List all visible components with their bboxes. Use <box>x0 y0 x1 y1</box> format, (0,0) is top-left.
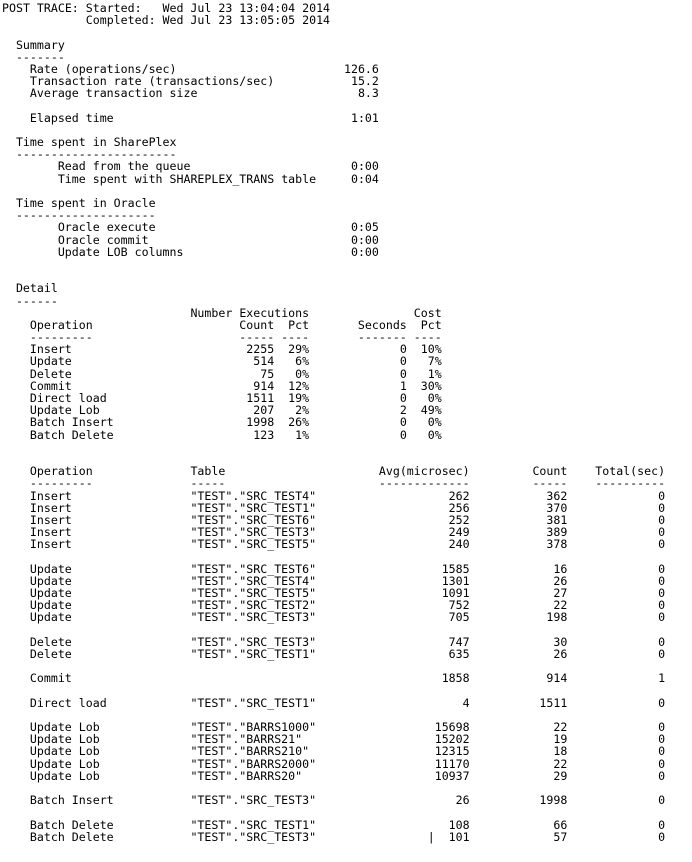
item-value: 0:00 <box>350 232 379 247</box>
cell-count: 389 <box>546 525 568 540</box>
cell-avg: 108 <box>448 817 470 832</box>
cell-cost-pct: 1% <box>427 366 442 381</box>
cell-avg: 249 <box>448 525 470 540</box>
underline: -------------------- <box>15 208 156 223</box>
cell-total: 0 <box>658 768 666 783</box>
operations-table-row <box>2 355 692 367</box>
cell-count: 18 <box>553 744 568 759</box>
cell-table-name: "TEST"."BARRS2000" <box>190 756 317 771</box>
cell-operation: Insert <box>29 512 72 527</box>
underline: ------- <box>357 330 407 345</box>
cell-operation: Insert <box>29 525 72 540</box>
detail-title-underline <box>2 295 692 307</box>
tables-table-row <box>2 636 692 648</box>
cell-avg: 11170 <box>434 756 470 771</box>
cell-count: 27 <box>553 586 568 600</box>
cell-count-pct: 6% <box>295 354 310 369</box>
tables-table-row <box>2 490 692 502</box>
tables-table-row <box>2 733 692 745</box>
tables-table-row <box>2 831 692 843</box>
section-title: Time spent in SharePlex <box>15 135 177 150</box>
cell-cost-pct: 0% <box>427 427 442 442</box>
tables-table-row <box>2 599 692 611</box>
col-header-operation: Operation <box>29 464 93 479</box>
operations-table-header-underline <box>2 331 692 343</box>
cell-seconds: 0 <box>399 427 407 442</box>
cell-total: 0 <box>658 586 666 600</box>
tables-table-row <box>2 770 692 782</box>
cell-total: 0 <box>658 793 666 808</box>
cell-count: 19 <box>553 732 568 747</box>
cell-operation: Batch Delete <box>29 829 114 844</box>
cell-table-name: "TEST"."SRC_TEST5" <box>190 586 317 600</box>
cell-count: 57 <box>553 829 568 844</box>
col-header-count: Count <box>239 317 275 332</box>
tables-table-row <box>2 672 692 684</box>
underline: ----- <box>190 476 226 491</box>
cell-avg: 26 <box>455 793 470 808</box>
cell-total: 0 <box>658 525 666 540</box>
cell-count: 198 <box>546 610 568 625</box>
cell-avg: 705 <box>448 610 470 625</box>
metric-label: Rate (operations/sec) <box>29 61 177 76</box>
elapsed-value: 1:01 <box>350 110 379 125</box>
cell-count: 362 <box>546 488 568 503</box>
tables-table-row <box>2 611 692 623</box>
completed-timestamp: Wed Jul 23 13:05:05 2014 <box>162 13 331 28</box>
blank-line <box>2 806 692 818</box>
cell-count-pct: 19% <box>288 391 310 405</box>
col-header-avg-microsec: Avg(microsec) <box>378 464 470 479</box>
cell-count: 378 <box>546 537 568 552</box>
cell-count: 914 <box>546 671 568 686</box>
cell-total: 0 <box>658 817 666 832</box>
cell-seconds: 0 <box>399 366 407 381</box>
tables-table-row <box>2 538 692 550</box>
cell-cost-pct: 0% <box>427 391 442 405</box>
blank-line <box>2 270 692 282</box>
cell-avg-with-text-cursor: | 101 <box>427 829 470 844</box>
operations-table-row <box>2 429 692 441</box>
col-header-total-sec: Total(sec) <box>595 464 666 479</box>
cell-table-name: "TEST"."SRC_TEST1" <box>190 646 317 661</box>
cell-count: 22 <box>553 598 568 613</box>
cell-table-name: "TEST"."SRC_TEST6" <box>190 512 317 527</box>
tables-table-header <box>2 465 692 477</box>
cell-total: 0 <box>658 598 666 613</box>
operations-table-row <box>2 343 692 355</box>
summary-metric-row <box>2 87 692 99</box>
tables-table-row <box>2 721 692 733</box>
cell-count: 514 <box>253 354 275 369</box>
cell-count-pct: 1% <box>295 427 310 442</box>
cell-operation: Update <box>29 598 72 613</box>
item-value: 0:00 <box>350 159 379 174</box>
cell-count: 22 <box>553 720 568 735</box>
cell-table-name: "TEST"."BARRS21" <box>190 732 303 747</box>
section-title: Time spent in Oracle <box>15 196 156 210</box>
underline: ----- <box>239 330 275 345</box>
cell-seconds: 1 <box>399 378 407 393</box>
cell-cost-pct: 30% <box>420 378 442 393</box>
metric-label: Average transaction size <box>29 86 198 101</box>
cell-avg: 15698 <box>434 720 470 735</box>
cell-count-pct: 0% <box>295 366 310 381</box>
cell-count: 207 <box>253 403 275 418</box>
cell-table-name: "TEST"."SRC_TEST1" <box>190 695 317 710</box>
cell-table-name: "TEST"."BARRS210" <box>190 744 310 759</box>
blank-line <box>2 26 692 38</box>
cell-total: 0 <box>658 756 666 771</box>
tables-table-row <box>2 563 692 575</box>
cell-operation: Direct load <box>29 695 107 710</box>
col-header-count-pct: Pct <box>288 317 310 332</box>
trace-header-completed-line <box>2 14 692 26</box>
cell-operation: Insert <box>29 500 72 515</box>
item-label: Read from the queue <box>57 159 191 174</box>
cell-operation: Update <box>29 561 72 576</box>
tables-table-row <box>2 697 692 709</box>
underline: ------ <box>15 293 58 308</box>
cell-operation: Update <box>29 586 72 600</box>
blank-line <box>2 660 692 672</box>
cell-count: 75 <box>260 366 275 381</box>
underline: ---- <box>281 330 310 345</box>
item-label: Oracle commit <box>57 232 149 247</box>
cell-count: 1511 <box>246 391 275 405</box>
cell-table-name: "TEST"."SRC_TEST5" <box>190 537 317 552</box>
cell-seconds: 0 <box>399 391 407 405</box>
cell-count-pct: 12% <box>288 378 310 393</box>
cell-operation: Batch Insert <box>29 415 114 430</box>
col-header-operation: Operation <box>29 317 93 332</box>
cell-count: 1511 <box>539 695 568 710</box>
cell-avg: 15202 <box>434 732 470 747</box>
cell-operation: Delete <box>29 634 72 649</box>
underline: ----- <box>532 476 568 491</box>
cell-operation: Update <box>29 573 72 588</box>
started-timestamp: Wed Jul 23 13:04:04 2014 <box>162 1 331 15</box>
cell-operation: Batch Delete <box>29 817 114 832</box>
cell-count: 22 <box>553 756 568 771</box>
cell-operation: Update Lob <box>29 756 100 771</box>
cell-total: 0 <box>658 732 666 747</box>
cell-seconds: 2 <box>399 403 407 418</box>
elapsed-time-row <box>2 112 692 124</box>
operations-table-row <box>2 392 692 404</box>
tables-table-row <box>2 794 692 806</box>
cell-operation: Update Lob <box>29 720 100 735</box>
item-value: 0:05 <box>350 220 379 235</box>
cell-operation: Update Lob <box>29 732 100 747</box>
cell-table-name: "TEST"."BARRS1000" <box>190 720 317 735</box>
cell-seconds: 0 <box>399 342 407 357</box>
cell-table-name: "TEST"."SRC_TEST2" <box>190 598 317 613</box>
cell-table-name: "TEST"."SRC_TEST3" <box>190 610 317 625</box>
cell-avg: 4 <box>462 695 470 710</box>
cell-avg: 12315 <box>434 744 470 759</box>
summary-section-item-row <box>2 173 692 185</box>
metric-value: 15.2 <box>350 74 379 89</box>
col-header-table: Table <box>190 464 226 479</box>
summary-section-item-row <box>2 246 692 258</box>
started-label: Started: <box>85 1 142 15</box>
underline: ----------------------- <box>15 147 177 162</box>
cell-count: 26 <box>553 646 568 661</box>
tables-table-row <box>2 758 692 770</box>
tables-table-row <box>2 514 692 526</box>
cell-seconds: 0 <box>399 415 407 430</box>
summary-section-item-row <box>2 160 692 172</box>
cell-cost-pct: 0% <box>427 415 442 430</box>
cell-total: 0 <box>658 744 666 759</box>
cell-table-name: "TEST"."SRC_TEST3" <box>190 525 317 540</box>
summary-title-line <box>2 39 692 51</box>
cell-avg: 240 <box>448 537 470 552</box>
tables-table-row <box>2 502 692 514</box>
cell-cost-pct: 10% <box>420 342 442 357</box>
cell-table-name: "TEST"."SRC_TEST3" <box>190 793 317 808</box>
cell-count-pct: 26% <box>288 415 310 430</box>
cell-count: 2255 <box>246 342 275 357</box>
cell-total: 0 <box>658 646 666 661</box>
cell-avg: 1858 <box>441 671 470 686</box>
cell-count: 381 <box>546 512 568 527</box>
cell-operation: Update <box>29 610 72 625</box>
cell-operation: Delete <box>29 646 72 661</box>
cell-table-name: "TEST"."SRC_TEST4" <box>190 488 317 503</box>
cell-total: 0 <box>658 720 666 735</box>
blank-line <box>2 258 692 270</box>
cell-operation: Commit <box>29 671 72 686</box>
underline: --------- <box>29 476 93 491</box>
item-value: 0:00 <box>350 244 379 259</box>
blank-line <box>2 624 692 636</box>
cell-table-name: "TEST"."SRC_TEST3" <box>190 829 317 844</box>
cell-total: 0 <box>658 573 666 588</box>
tables-table-row <box>2 587 692 599</box>
col-header-cost-pct: Pct <box>420 317 442 332</box>
item-label: Oracle execute <box>57 220 156 235</box>
cell-count: 26 <box>553 573 568 588</box>
tables-table-row <box>2 526 692 538</box>
tables-table-row <box>2 819 692 831</box>
group-header-cost: Cost <box>413 305 442 320</box>
cell-operation: Batch Insert <box>29 793 114 808</box>
underline: ---- <box>413 330 442 345</box>
cell-count-pct: 2% <box>295 403 310 418</box>
cell-total: 1 <box>658 671 666 686</box>
tables-table-row <box>2 648 692 660</box>
col-header-count: Count <box>532 464 568 479</box>
tables-table-row <box>2 745 692 757</box>
metric-label: Transaction rate (transactions/sec) <box>29 74 275 89</box>
cell-count: 29 <box>553 768 568 783</box>
underline: ------- <box>15 49 65 64</box>
detail-title: Detail <box>15 281 58 296</box>
cell-avg: 1585 <box>441 561 470 576</box>
cell-total: 0 <box>658 695 666 710</box>
blank-line <box>2 709 692 721</box>
blank-line <box>2 685 692 697</box>
cell-cost-pct: 49% <box>420 403 442 418</box>
cell-cost-pct: 7% <box>427 354 442 369</box>
cell-avg: 252 <box>448 512 470 527</box>
tables-table-header-underline <box>2 477 692 489</box>
item-value: 0:04 <box>350 171 379 186</box>
cell-table-name: "TEST"."SRC_TEST3" <box>190 634 317 649</box>
blank-line <box>2 100 692 112</box>
cell-avg: 747 <box>448 634 470 649</box>
cell-count: 66 <box>553 817 568 832</box>
cell-total: 0 <box>658 500 666 515</box>
completed-label: Completed: <box>85 13 156 28</box>
col-header-seconds: Seconds <box>357 317 407 332</box>
cell-count: 30 <box>553 634 568 649</box>
blank-line <box>2 441 692 453</box>
cell-avg: 262 <box>448 488 470 503</box>
summary-title: Summary <box>15 37 65 52</box>
cell-avg: 752 <box>448 598 470 613</box>
cell-operation: Update Lob <box>29 403 100 418</box>
elapsed-label: Elapsed time <box>29 110 114 125</box>
cell-table-name: "TEST"."SRC_TEST1" <box>190 817 317 832</box>
tables-table-row <box>2 575 692 587</box>
cell-table-name: "TEST"."SRC_TEST6" <box>190 561 317 576</box>
cell-count: 1998 <box>539 793 568 808</box>
underline: ------------- <box>378 476 470 491</box>
underline: ---------- <box>595 476 666 491</box>
underline: --------- <box>29 330 93 345</box>
trace-title: POST TRACE: <box>2 1 79 15</box>
cell-avg: 635 <box>448 646 470 661</box>
cell-total: 0 <box>658 488 666 503</box>
item-label: Update LOB columns <box>57 244 184 259</box>
cell-table-name: "TEST"."SRC_TEST1" <box>190 500 317 515</box>
blank-line <box>2 453 692 465</box>
cell-total: 0 <box>658 610 666 625</box>
cell-total: 0 <box>658 537 666 552</box>
cell-table-name: "TEST"."BARRS20" <box>190 768 303 783</box>
item-label: Time spent with SHAREPLEX_TRANS table <box>57 171 317 186</box>
cell-count: 914 <box>253 378 275 393</box>
cell-operation: Update Lob <box>29 768 100 783</box>
cell-total: 0 <box>658 634 666 649</box>
operations-table-row <box>2 416 692 428</box>
summary-section-item-row <box>2 234 692 246</box>
cell-avg: 10937 <box>434 768 470 783</box>
detail-title-line <box>2 282 692 294</box>
cell-operation: Direct load <box>29 391 107 405</box>
cell-count: 123 <box>253 427 275 442</box>
cell-total: 0 <box>658 561 666 576</box>
metric-value: 126.6 <box>343 61 379 76</box>
blank-line <box>2 550 692 562</box>
metric-value: 8.3 <box>357 86 379 101</box>
cell-seconds: 0 <box>399 354 407 369</box>
cell-operation: Update <box>29 354 72 369</box>
operations-table-header <box>2 319 692 331</box>
cell-operation: Insert <box>29 537 72 552</box>
cell-count: 16 <box>553 561 568 576</box>
cell-total: 0 <box>658 512 666 527</box>
cell-avg: 1091 <box>441 586 470 600</box>
cell-operation: Delete <box>29 366 72 381</box>
cell-count: 1998 <box>246 415 275 430</box>
group-header-executions: Number Executions <box>190 305 310 320</box>
operations-table-row <box>2 368 692 380</box>
cell-avg: 256 <box>448 500 470 515</box>
cell-operation: Insert <box>29 342 72 357</box>
cell-count-pct: 29% <box>288 342 310 357</box>
operations-table-group-header <box>2 307 692 319</box>
cell-operation: Insert <box>29 488 72 503</box>
summary-section-item-row <box>2 221 692 233</box>
cell-count: 370 <box>546 500 568 515</box>
cell-operation: Commit <box>29 378 72 393</box>
cell-avg: 1301 <box>441 573 470 588</box>
cell-operation: Batch Delete <box>29 427 114 442</box>
cell-operation: Update Lob <box>29 744 100 759</box>
cell-total: 0 <box>658 829 666 844</box>
cell-table-name: "TEST"."SRC_TEST4" <box>190 573 317 588</box>
